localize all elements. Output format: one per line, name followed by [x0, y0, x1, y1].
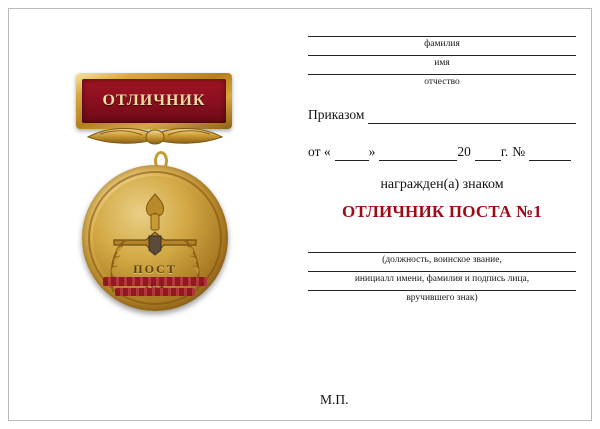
stamp-place-label: М.П. — [320, 392, 349, 407]
first-name-field-row[interactable] — [308, 55, 576, 68]
award-title: ОТЛИЧНИК ПОСТА №1 — [341, 202, 543, 221]
year-prefix-label: 20 — [457, 144, 471, 159]
medal-round-body — [82, 165, 228, 311]
certificate-fields — [308, 36, 576, 406]
position-field-row[interactable] — [308, 252, 576, 265]
date-field-row[interactable] — [308, 144, 576, 161]
laurel-branch-icon — [80, 121, 230, 155]
spacer — [308, 124, 576, 144]
awarded-text: награжден(а) знаком — [380, 177, 504, 192]
patronymic-field-row[interactable] — [308, 74, 576, 87]
year-suffix-label: г. — [500, 144, 509, 159]
initials-field-row[interactable] — [308, 271, 576, 284]
medal-red-band-lower — [115, 288, 195, 296]
medal-red-band-upper — [103, 277, 207, 286]
order-input-line[interactable] — [368, 109, 576, 124]
medal-field — [93, 176, 217, 300]
year-input-line[interactable] — [475, 146, 501, 161]
initials-caption: инициалл имени, фамилия и подпись лица, — [354, 274, 530, 284]
spacer — [308, 222, 576, 242]
surname-field-row[interactable] — [308, 36, 576, 49]
date-from-label: от « — [308, 144, 331, 159]
medal-post-label: ПОСТ — [133, 262, 177, 276]
medal-illustration — [60, 55, 260, 365]
order-label: Приказом — [308, 107, 365, 122]
number-input-line[interactable] — [529, 146, 571, 161]
patronymic-caption: отчество — [424, 77, 460, 87]
spacer — [308, 87, 576, 107]
order-field-row[interactable] — [308, 107, 576, 124]
handed-field-row[interactable] — [308, 290, 576, 303]
day-input-line[interactable] — [335, 146, 369, 161]
surname-caption: фамилия — [424, 39, 460, 49]
quote-close-label: » — [368, 144, 376, 159]
month-input-line[interactable] — [379, 146, 457, 161]
medal-bar-label: ОТЛИЧНИК — [102, 92, 206, 109]
handed-caption: вручившего знак) — [406, 293, 478, 303]
position-caption: (должность, воинское звание, — [382, 255, 502, 265]
first-name-caption: имя — [434, 58, 450, 68]
number-sign-label: № — [512, 144, 526, 159]
spacer — [308, 242, 576, 252]
